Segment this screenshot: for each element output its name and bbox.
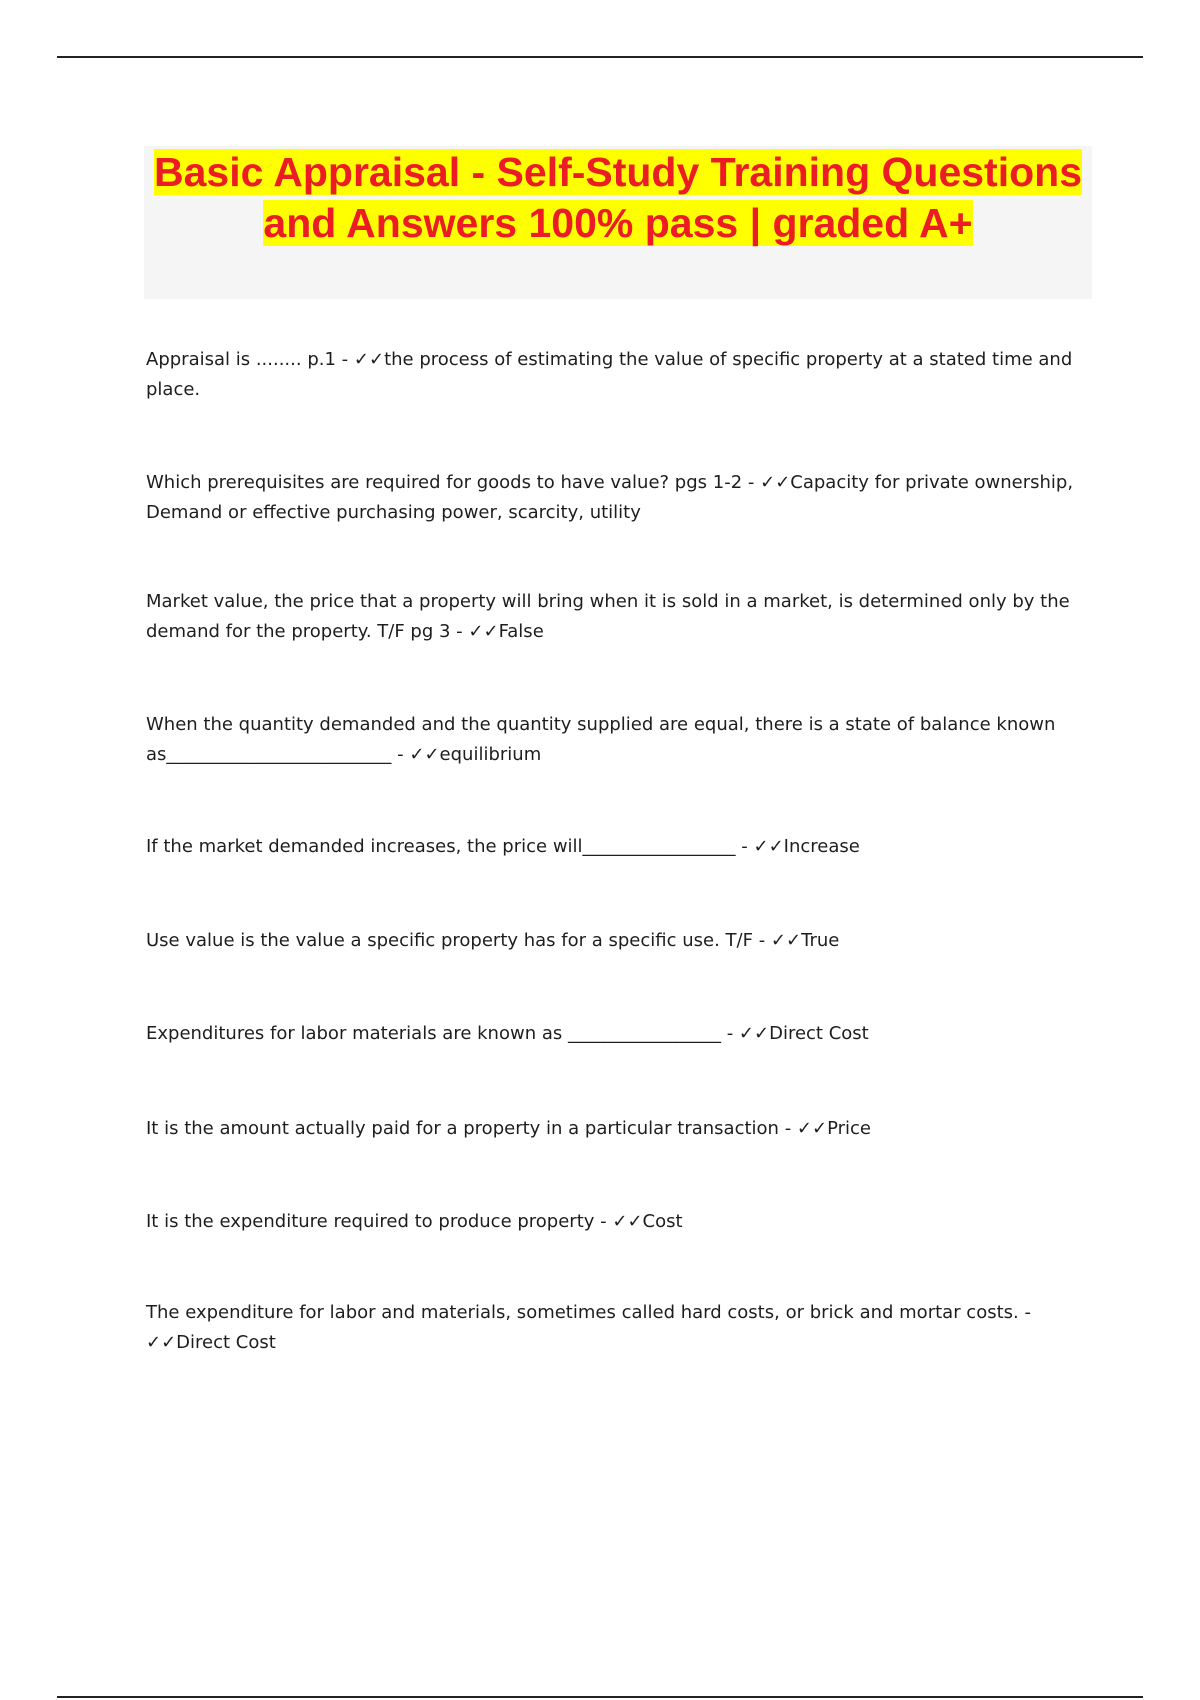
separator: - bbox=[391, 744, 410, 765]
separator: - bbox=[720, 1023, 739, 1044]
answer-text: the process of estimating the value of specific property at a stated time and place. bbox=[146, 349, 1073, 400]
qa-item bbox=[146, 710, 1086, 770]
qa-item bbox=[146, 587, 1086, 647]
qa-item bbox=[146, 926, 1086, 956]
question-text: Appraisal is ........ p.1 bbox=[146, 349, 336, 370]
check-mark-icon: ✓✓ bbox=[760, 472, 791, 493]
answer-text: True bbox=[801, 930, 840, 951]
check-mark-icon: ✓✓ bbox=[612, 1211, 643, 1232]
check-mark-icon: ✓✓ bbox=[753, 836, 784, 857]
answer-text: equilibrium bbox=[439, 744, 542, 765]
qa-list bbox=[146, 345, 1086, 1358]
answer-text: Price bbox=[827, 1118, 872, 1139]
question-text: Market value, the price that a property will bring when it is sold in a market, is determined only by the demand for the property. T/F pg 3 bbox=[146, 591, 1070, 642]
answer-text: Capacity for private ownership, Demand or effective purchasing power, scarcity, utility bbox=[146, 472, 1074, 523]
qa-item bbox=[146, 1298, 1086, 1358]
question-text: It is the amount actually paid for a property in a particular transaction bbox=[146, 1118, 779, 1139]
bottom-rule bbox=[57, 1696, 1143, 1698]
check-mark-icon: ✓✓ bbox=[146, 1332, 177, 1353]
qa-item bbox=[146, 468, 1086, 528]
separator: - bbox=[1018, 1302, 1031, 1323]
question-text: Expenditures for labor materials are known as _________________ bbox=[146, 1023, 721, 1044]
check-mark-icon: ✓✓ bbox=[796, 1118, 828, 1139]
question-text: Which prerequisites are required for goods to have value? pgs 1-2 bbox=[146, 472, 743, 493]
check-mark-icon: ✓✓ bbox=[770, 930, 802, 951]
check-mark-icon: ✓✓ bbox=[409, 744, 440, 765]
question-text: When the quantity demanded and the quantity supplied are equal, there is a state of balance known as_________________________ bbox=[146, 714, 1056, 765]
separator: - bbox=[735, 836, 754, 857]
qa-item bbox=[146, 345, 1086, 405]
separator: - bbox=[742, 472, 761, 493]
separator: - bbox=[450, 621, 469, 642]
answer-text: Increase bbox=[783, 836, 860, 857]
question-text: The expenditure for labor and materials, sometimes called hard costs, or brick and mortar costs. bbox=[146, 1302, 1019, 1323]
qa-item bbox=[146, 1207, 1086, 1237]
answer-text: Cost bbox=[642, 1211, 683, 1232]
separator: - bbox=[335, 349, 354, 370]
check-mark-icon: ✓✓ bbox=[738, 1023, 770, 1044]
answer-text: False bbox=[498, 621, 544, 642]
question-text: Use value is the value a specific property has for a specific use. T/F bbox=[146, 930, 753, 951]
qa-item bbox=[146, 832, 1086, 862]
check-mark-icon: ✓✓ bbox=[468, 621, 499, 642]
question-text: If the market demanded increases, the price will_________________ bbox=[146, 836, 736, 857]
qa-item bbox=[146, 1019, 1086, 1049]
top-rule bbox=[57, 56, 1143, 58]
document-title: Basic Appraisal - Self-Study Training Questions and Answers 100% pass | graded A+ bbox=[153, 149, 1082, 246]
title-box bbox=[144, 146, 1092, 299]
check-mark-icon: ✓✓ bbox=[353, 349, 385, 370]
separator: - bbox=[594, 1211, 613, 1232]
separator: - bbox=[752, 930, 771, 951]
question-text: It is the expenditure required to produce property bbox=[146, 1211, 595, 1232]
separator: - bbox=[778, 1118, 797, 1139]
answer-text: Direct Cost bbox=[769, 1023, 869, 1044]
answer-text: Direct Cost bbox=[176, 1332, 276, 1353]
qa-item bbox=[146, 1114, 1086, 1144]
